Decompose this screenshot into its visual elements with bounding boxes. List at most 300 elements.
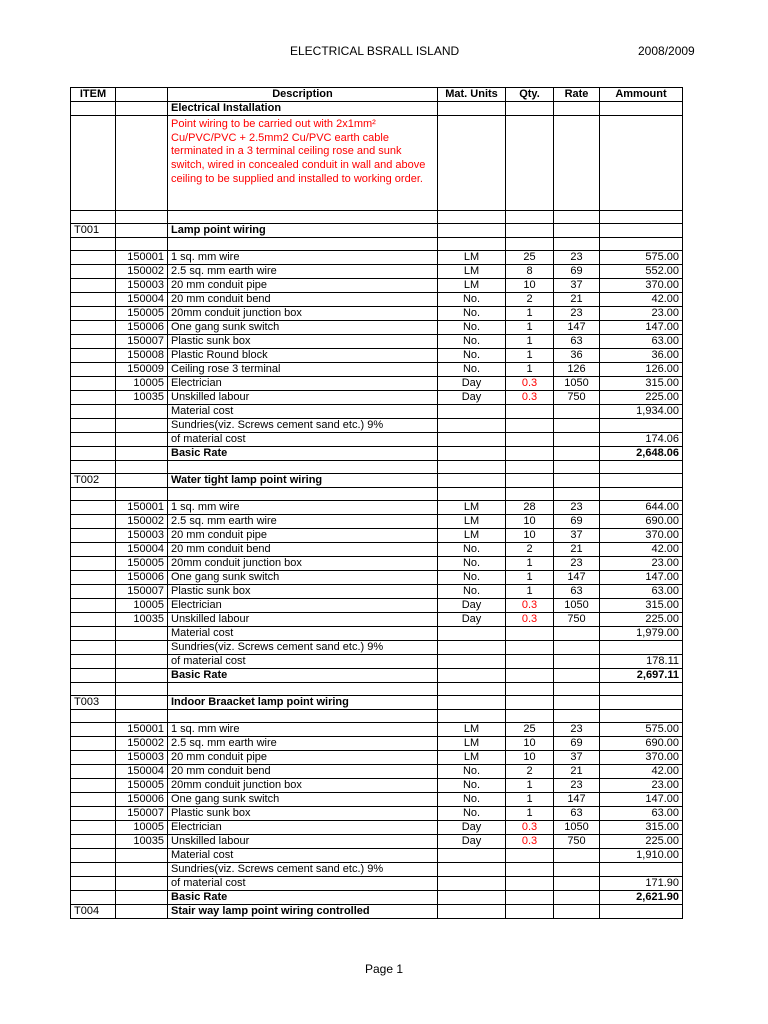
cell-amount: 23.00 (600, 557, 683, 571)
cell-rate (554, 877, 600, 891)
cell-units (438, 641, 506, 655)
cell-item: T002 (71, 474, 116, 488)
cell-code: 150006 (116, 321, 168, 335)
blank-row (71, 211, 683, 224)
cell-code: 150007 (116, 585, 168, 599)
cell-amount (600, 238, 683, 251)
cell-rate (554, 488, 600, 501)
table-row (71, 793, 683, 807)
cell-description (168, 710, 438, 723)
cell-description: of material cost (168, 655, 438, 669)
cell-amount (600, 474, 683, 488)
cell-amount: 42.00 (600, 293, 683, 307)
cell-description: 20mm conduit junction box (168, 557, 438, 571)
cell-code (116, 849, 168, 863)
cell-amount: 370.00 (600, 529, 683, 543)
material-cost-row (71, 627, 683, 641)
cell-qty (506, 461, 554, 474)
cell-code (116, 683, 168, 696)
cell-units: No. (438, 543, 506, 557)
cell-code (116, 669, 168, 683)
cell-item (71, 599, 116, 613)
cell-code: 150003 (116, 751, 168, 765)
cell-description: 20mm conduit junction box (168, 307, 438, 321)
cell-amount: 2,648.06 (600, 447, 683, 461)
cell-amount: 42.00 (600, 765, 683, 779)
cell-units (438, 433, 506, 447)
cell-description: 20 mm conduit pipe (168, 751, 438, 765)
cell-rate (554, 405, 600, 419)
cell-item (71, 849, 116, 863)
cell-rate: 147 (554, 321, 600, 335)
cell-amount: 171.90 (600, 877, 683, 891)
cell-item (71, 419, 116, 433)
cell-item (71, 655, 116, 669)
cell-qty (506, 419, 554, 433)
column-header-qty: Qty. (506, 88, 554, 102)
cell-amount: 147.00 (600, 321, 683, 335)
cell-description: Lamp point wiring (168, 224, 438, 238)
cell-description: 1 sq. mm wire (168, 501, 438, 515)
cell-units: No. (438, 765, 506, 779)
cell-qty: 1 (506, 793, 554, 807)
cell-amount: 36.00 (600, 349, 683, 363)
cell-code (116, 419, 168, 433)
cell-rate: 21 (554, 293, 600, 307)
cell-code (116, 696, 168, 710)
cell-item: T001 (71, 224, 116, 238)
cell-amount: 225.00 (600, 835, 683, 849)
cell-item (71, 723, 116, 737)
cell-qty (506, 863, 554, 877)
cell-item (71, 877, 116, 891)
cell-item (71, 501, 116, 515)
cell-qty (506, 710, 554, 723)
cell-rate: 1050 (554, 599, 600, 613)
cell-rate (554, 211, 600, 224)
cell-rate (554, 696, 600, 710)
cell-item (71, 710, 116, 723)
cell-code (116, 116, 168, 211)
cell-item (71, 557, 116, 571)
cell-item (71, 447, 116, 461)
cell-rate (554, 710, 600, 723)
sundries-row (71, 863, 683, 877)
cell-units (438, 474, 506, 488)
material-cost-row (71, 405, 683, 419)
page-footer: Page 1 (364, 962, 404, 976)
cell-code: 150009 (116, 363, 168, 377)
cell-qty (506, 905, 554, 919)
cell-units (438, 877, 506, 891)
cell-units: No. (438, 571, 506, 585)
blank-row (71, 461, 683, 474)
cell-rate (554, 669, 600, 683)
cell-units (438, 696, 506, 710)
cell-units (438, 627, 506, 641)
cell-rate (554, 419, 600, 433)
table-row (71, 543, 683, 557)
cell-code: 150005 (116, 779, 168, 793)
cell-units (438, 683, 506, 696)
cell-qty: 1 (506, 807, 554, 821)
cell-code: 150006 (116, 793, 168, 807)
cell-description: Electrical Installation (168, 102, 438, 116)
cell-code (116, 447, 168, 461)
cell-units: LM (438, 251, 506, 265)
cell-description: 2.5 sq. mm earth wire (168, 737, 438, 751)
cell-description: 2.5 sq. mm earth wire (168, 265, 438, 279)
item-title-row (71, 696, 683, 710)
cell-rate (554, 849, 600, 863)
cell-code: 150004 (116, 543, 168, 557)
cell-description: One gang sunk switch (168, 321, 438, 335)
column-header-description: Description (168, 88, 438, 102)
cell-description: Electrician (168, 821, 438, 835)
cell-amount (600, 696, 683, 710)
cell-item (71, 349, 116, 363)
cell-item (71, 807, 116, 821)
cell-rate (554, 863, 600, 877)
cell-description: 20 mm conduit bend (168, 543, 438, 557)
cell-code: 150002 (116, 515, 168, 529)
cell-amount: 575.00 (600, 723, 683, 737)
cell-description (168, 238, 438, 251)
cell-qty: 1 (506, 585, 554, 599)
table-row (71, 807, 683, 821)
cell-code: 150003 (116, 529, 168, 543)
cell-rate (554, 433, 600, 447)
cell-qty: 8 (506, 265, 554, 279)
bill-of-quantities-table (70, 87, 683, 919)
cell-description: One gang sunk switch (168, 571, 438, 585)
cell-description: Plastic sunk box (168, 335, 438, 349)
cell-amount: 42.00 (600, 543, 683, 557)
cell-code: 150001 (116, 251, 168, 265)
cell-rate: 63 (554, 585, 600, 599)
cell-units: No. (438, 307, 506, 321)
document-year: 2008/2009 (638, 44, 695, 58)
cell-qty: 1 (506, 321, 554, 335)
cell-code (116, 877, 168, 891)
cell-qty: 10 (506, 751, 554, 765)
basic-rate-row (71, 669, 683, 683)
cell-qty (506, 683, 554, 696)
cell-item (71, 627, 116, 641)
cell-item (71, 102, 116, 116)
blank-row (71, 238, 683, 251)
cell-description: 20 mm conduit bend (168, 765, 438, 779)
cell-units: LM (438, 501, 506, 515)
table-row (71, 293, 683, 307)
cell-qty (506, 405, 554, 419)
cell-amount: 690.00 (600, 737, 683, 751)
cell-item (71, 835, 116, 849)
cell-qty (506, 238, 554, 251)
table-row (71, 779, 683, 793)
cell-amount: 315.00 (600, 821, 683, 835)
item-title-row (71, 224, 683, 238)
table-row (71, 723, 683, 737)
cell-amount: 644.00 (600, 501, 683, 515)
cell-units: Day (438, 821, 506, 835)
cell-units: LM (438, 751, 506, 765)
cell-item (71, 641, 116, 655)
cell-description: of material cost (168, 433, 438, 447)
cell-units: Day (438, 835, 506, 849)
cell-code: 150004 (116, 293, 168, 307)
cell-rate: 147 (554, 793, 600, 807)
cell-description: Ceiling rose 3 terminal (168, 363, 438, 377)
cell-item (71, 265, 116, 279)
cell-units: LM (438, 279, 506, 293)
sundries-row (71, 877, 683, 891)
cell-code: 150001 (116, 501, 168, 515)
cell-amount: 575.00 (600, 251, 683, 265)
cell-code: 10005 (116, 599, 168, 613)
table-row (71, 265, 683, 279)
cell-rate: 37 (554, 279, 600, 293)
cell-code (116, 627, 168, 641)
column-header-rate: Rate (554, 88, 600, 102)
cell-units (438, 116, 506, 211)
cell-item: T004 (71, 905, 116, 919)
cell-description (168, 461, 438, 474)
cell-description: 2.5 sq. mm earth wire (168, 515, 438, 529)
basic-rate-row (71, 891, 683, 905)
cell-item (71, 571, 116, 585)
cell-qty: 1 (506, 571, 554, 585)
cell-units: No. (438, 557, 506, 571)
cell-rate: 750 (554, 391, 600, 405)
cell-rate (554, 447, 600, 461)
cell-description: Unskilled labour (168, 835, 438, 849)
cell-code (116, 224, 168, 238)
cell-qty: 0.3 (506, 391, 554, 405)
cell-code (116, 641, 168, 655)
sundries-row (71, 419, 683, 433)
cell-qty (506, 447, 554, 461)
cell-description: One gang sunk switch (168, 793, 438, 807)
cell-item: T003 (71, 696, 116, 710)
cell-rate: 23 (554, 557, 600, 571)
cell-rate: 1050 (554, 377, 600, 391)
cell-description: Basic Rate (168, 669, 438, 683)
table-body (71, 88, 683, 919)
cell-item (71, 585, 116, 599)
cell-description: 20 mm conduit pipe (168, 529, 438, 543)
cell-units (438, 488, 506, 501)
cell-item (71, 765, 116, 779)
cell-qty: 1 (506, 349, 554, 363)
cell-amount: 147.00 (600, 571, 683, 585)
cell-description (168, 211, 438, 224)
cell-units (438, 669, 506, 683)
cell-code: 150005 (116, 307, 168, 321)
cell-amount: 225.00 (600, 613, 683, 627)
cell-item (71, 669, 116, 683)
cell-code (116, 655, 168, 669)
cell-amount: 690.00 (600, 515, 683, 529)
cell-qty: 10 (506, 515, 554, 529)
sundries-row (71, 655, 683, 669)
cell-qty: 1 (506, 307, 554, 321)
cell-qty (506, 627, 554, 641)
cell-amount (600, 863, 683, 877)
cell-description (168, 488, 438, 501)
cell-amount: 315.00 (600, 599, 683, 613)
cell-amount: 63.00 (600, 335, 683, 349)
cell-rate (554, 891, 600, 905)
cell-amount (600, 211, 683, 224)
cell-code: 10035 (116, 835, 168, 849)
cell-item (71, 211, 116, 224)
cell-code: 150002 (116, 265, 168, 279)
cell-code: 10035 (116, 613, 168, 627)
cell-code: 150006 (116, 571, 168, 585)
cell-amount: 370.00 (600, 279, 683, 293)
cell-qty (506, 474, 554, 488)
cell-code (116, 211, 168, 224)
cell-rate (554, 474, 600, 488)
table-row (71, 391, 683, 405)
cell-units (438, 102, 506, 116)
cell-item (71, 335, 116, 349)
cell-code: 10005 (116, 821, 168, 835)
cell-qty: 1 (506, 363, 554, 377)
cell-units (438, 461, 506, 474)
cell-amount: 147.00 (600, 793, 683, 807)
cell-code (116, 905, 168, 919)
sundries-row (71, 641, 683, 655)
cell-description: Sundries(viz. Screws cement sand etc.) 9% (168, 419, 438, 433)
cell-amount: 63.00 (600, 807, 683, 821)
cell-qty: 25 (506, 723, 554, 737)
cell-qty (506, 488, 554, 501)
cell-qty: 10 (506, 279, 554, 293)
cell-item (71, 515, 116, 529)
cell-amount: 2,697.11 (600, 669, 683, 683)
cell-item (71, 321, 116, 335)
table-row (71, 501, 683, 515)
cell-code (116, 405, 168, 419)
cell-description: Plastic Round block (168, 349, 438, 363)
cell-item (71, 377, 116, 391)
table-row (71, 279, 683, 293)
cell-amount (600, 461, 683, 474)
material-cost-row (71, 849, 683, 863)
cell-code (116, 461, 168, 474)
cell-qty: 1 (506, 779, 554, 793)
cell-code (116, 891, 168, 905)
item-title-row (71, 474, 683, 488)
cell-rate: 1050 (554, 821, 600, 835)
cell-description: Material cost (168, 405, 438, 419)
cell-code: 150001 (116, 723, 168, 737)
cell-amount (600, 683, 683, 696)
cell-description: Indoor Braacket lamp point wiring (168, 696, 438, 710)
cell-qty: 25 (506, 251, 554, 265)
cell-amount: 2,621.90 (600, 891, 683, 905)
cell-amount (600, 224, 683, 238)
cell-qty: 0.3 (506, 613, 554, 627)
cell-qty (506, 116, 554, 211)
cell-amount (600, 905, 683, 919)
cell-item (71, 891, 116, 905)
cell-amount: 1,910.00 (600, 849, 683, 863)
cell-code (116, 863, 168, 877)
cell-item (71, 251, 116, 265)
cell-units: LM (438, 723, 506, 737)
cell-amount: 126.00 (600, 363, 683, 377)
cell-description: 1 sq. mm wire (168, 251, 438, 265)
cell-amount: 1,979.00 (600, 627, 683, 641)
cell-units: No. (438, 363, 506, 377)
table-row (71, 765, 683, 779)
cell-rate: 69 (554, 737, 600, 751)
blank-row (71, 710, 683, 723)
cell-rate (554, 683, 600, 696)
table-row (71, 363, 683, 377)
cell-description: Material cost (168, 849, 438, 863)
cell-item (71, 821, 116, 835)
cell-amount: 178.11 (600, 655, 683, 669)
cell-description: 20 mm conduit pipe (168, 279, 438, 293)
cell-item (71, 238, 116, 251)
cell-amount (600, 710, 683, 723)
cell-description: Material cost (168, 627, 438, 641)
table-row (71, 821, 683, 835)
table-row (71, 515, 683, 529)
cell-qty: 2 (506, 293, 554, 307)
cell-code: 10005 (116, 377, 168, 391)
table-row (71, 613, 683, 627)
table-row (71, 307, 683, 321)
cell-rate: 63 (554, 335, 600, 349)
cell-units: No. (438, 293, 506, 307)
cell-code: 150007 (116, 807, 168, 821)
cell-description: Unskilled labour (168, 613, 438, 627)
basic-rate-row (71, 447, 683, 461)
cell-rate: 23 (554, 251, 600, 265)
cell-item (71, 116, 116, 211)
cell-description: Plastic sunk box (168, 585, 438, 599)
cell-amount (600, 102, 683, 116)
cell-units: Day (438, 613, 506, 627)
cell-units (438, 655, 506, 669)
cell-rate: 23 (554, 501, 600, 515)
cell-qty: 10 (506, 529, 554, 543)
cell-units: LM (438, 265, 506, 279)
table-row (71, 335, 683, 349)
cell-units (438, 419, 506, 433)
cell-item (71, 405, 116, 419)
cell-rate (554, 102, 600, 116)
cell-code: 10035 (116, 391, 168, 405)
cell-rate: 21 (554, 543, 600, 557)
cell-rate (554, 627, 600, 641)
cell-code (116, 710, 168, 723)
cell-description: Sundries(viz. Screws cement sand etc.) 9% (168, 863, 438, 877)
table-row (71, 321, 683, 335)
cell-amount (600, 116, 683, 211)
cell-units (438, 224, 506, 238)
table-row (71, 529, 683, 543)
cell-description: 20mm conduit junction box (168, 779, 438, 793)
cell-description: 1 sq. mm wire (168, 723, 438, 737)
cell-item (71, 363, 116, 377)
cell-qty: 2 (506, 765, 554, 779)
